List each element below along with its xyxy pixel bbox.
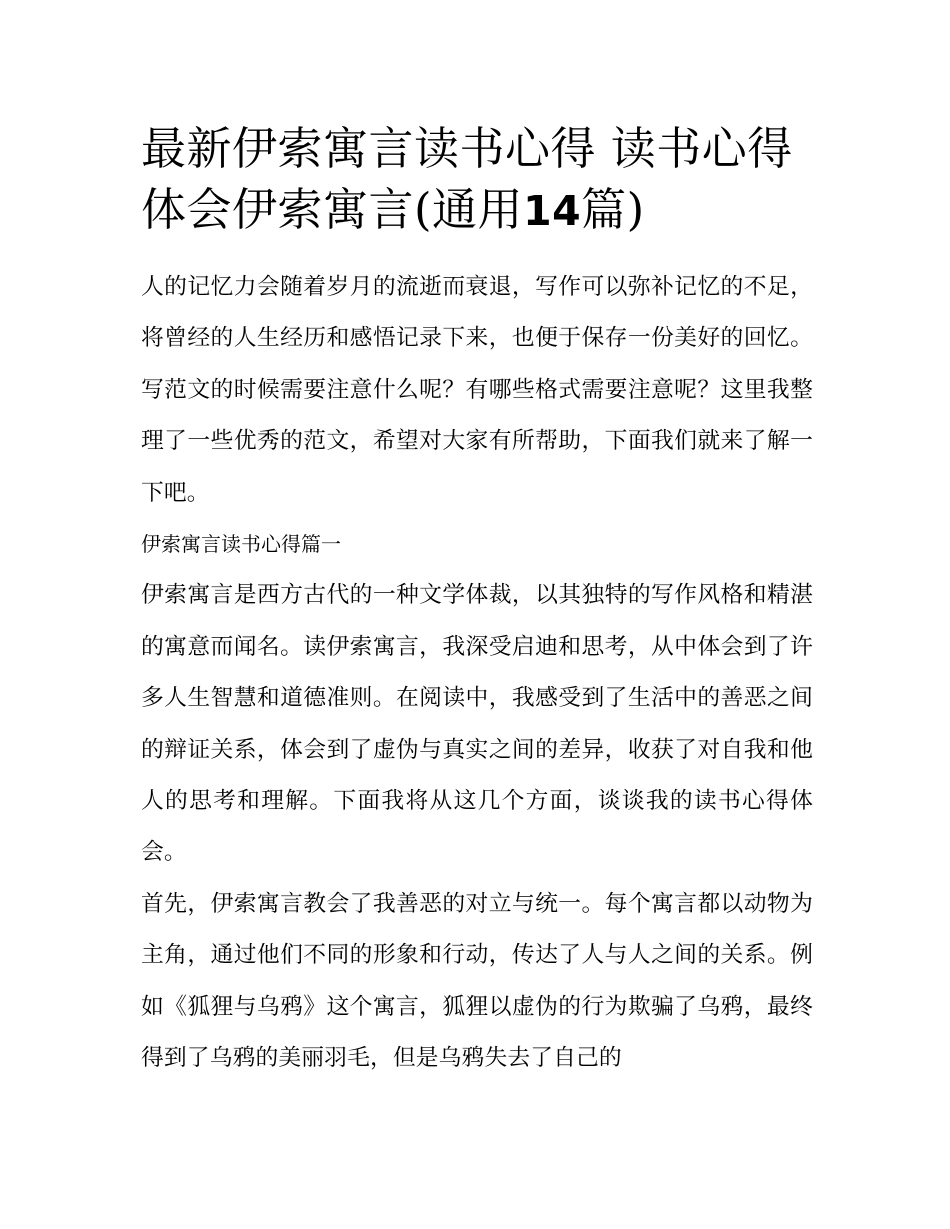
title-text-part1: 最新伊索寓言读书心得 读书心得体会伊索寓言(通用 (141, 122, 793, 236)
section-heading: 伊索寓言读书心得篇一 (141, 532, 341, 557)
title-number: 14 (523, 187, 582, 235)
document-body (141, 118, 813, 1085)
intro-paragraph: 人的记忆力会随着岁月的流逝而衰退，写作可以弥补记忆的不足，将曾经的人生经历和感悟记录下来，也便于保存一份美好的回忆。写范文的时候需要注意什么呢？有哪些格式需要注意呢？这里我整理了一些优秀的范文，希望对大家有所帮助，下面我们就来了解一下吧。 (141, 274, 813, 506)
document-title (141, 118, 813, 242)
title-text-part2: 篇) (581, 183, 645, 236)
body-paragraph-1: 伊索寓言是西方古代的一种文学体裁，以其独特的写作风格和精湛的寓意而闻名。读伊索寓言，我深受启迪和思考，从中体会到了许多人生智慧和道德准则。在阅读中，我感受到了生活中的善恶之间的辩证关系，体会到了虚伪与真实之间的差异，收获了对自我和他人的思考和理解。下面我将从这几个方面，谈谈我的读书心得体会。 (141, 582, 813, 866)
body-paragraph-2: 首先，伊索寓言教会了我善恶的对立与统一。每个寓言都以动物为主角，通过他们不同的形象和行动，传达了人与人之间的关系。例如《狐狸与乌鸦》这个寓言，狐狸以虚伪的行为欺骗了乌鸦，最终得到了乌鸦的美丽羽毛，但是乌鸦失去了自己的 (141, 890, 813, 1072)
